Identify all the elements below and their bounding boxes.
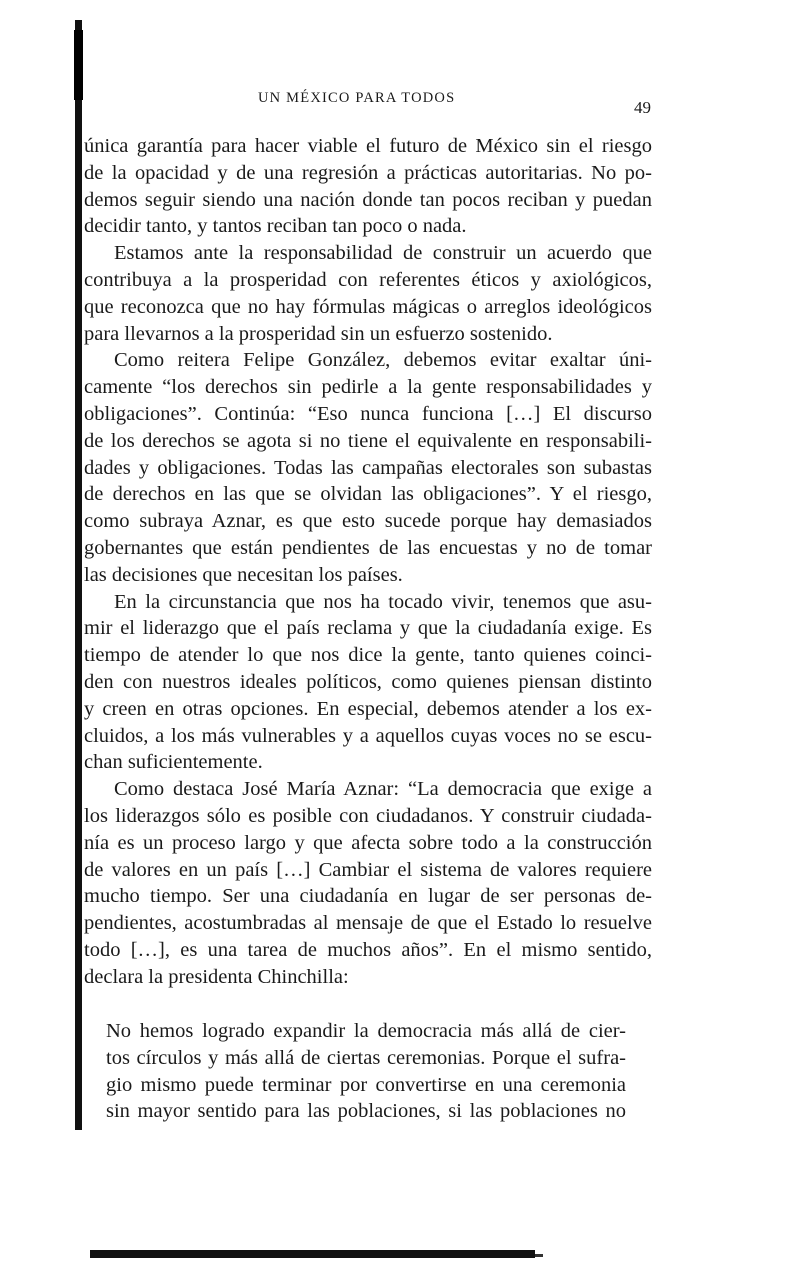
- body-line: Como destaca José María Aznar: “La democracia que exige a: [114, 778, 652, 801]
- body-line: todo […], es una tarea de muchos años”. En el mismo sentido,: [84, 938, 652, 961]
- body-line: como subraya Aznar, es que esto sucede porque hay demasiados: [84, 510, 652, 533]
- body-line: para llevarnos a la prosperidad sin un esfuerzo sostenido.: [84, 322, 553, 345]
- page-number: 49: [634, 98, 651, 117]
- body-line: obligaciones”. Continúa: “Eso nunca funciona […] El discurso: [84, 402, 652, 425]
- body-line: las decisiones que necesitan los países.: [84, 563, 403, 586]
- scan-edge-rule: [90, 1250, 535, 1258]
- body-line: decidir tanto, y tantos reciban tan poco o nada.: [84, 215, 467, 238]
- quote-line: tos círculos y más allá de ciertas ceremonias. Porque el sufra-: [106, 1046, 626, 1069]
- quote-line: sin mayor sentido para las poblaciones, si las poblaciones no: [106, 1100, 626, 1123]
- body-line: contribuya a la prosperidad con referentes éticos y axiológicos,: [84, 268, 652, 291]
- running-head: UN MÉXICO PARA TODOS: [258, 90, 456, 106]
- body-line: declara la presidenta Chinchilla:: [84, 965, 349, 988]
- body-line: única garantía para hacer viable el futuro de México sin el riesgo: [84, 135, 652, 157]
- body-line: mucho tiempo. Ser una ciudadanía en lugar de ser personas de-: [84, 885, 652, 908]
- body-line: tiempo de atender lo que nos dice la gente, tanto quienes coinci-: [84, 644, 652, 667]
- body-line: Estamos ante la responsabilidad de construir un acuerdo que: [114, 242, 652, 265]
- body-line: los liderazgos sólo es posible con ciudadanos. Y construir ciudada-: [84, 804, 652, 827]
- body-line: demos seguir siendo una nación donde tan pocos reciban y puedan: [84, 188, 652, 211]
- body-line: nía es un proceso largo y que afecta sobre todo a la construcción: [84, 831, 652, 854]
- body-line: pendientes, acostumbradas al mensaje de que el Estado lo resuelve: [84, 912, 652, 935]
- binding-shadow-top: [74, 30, 83, 100]
- body-line: gobernantes que están pendientes de las encuestas y no de tomar: [84, 536, 652, 559]
- scan-edge-rule-tail: [535, 1254, 543, 1257]
- body-line: mir el liderazgo que el país reclama y que la ciudadanía exige. Es: [84, 617, 652, 640]
- body-line: camente “los derechos sin pedirle a la gente responsabilidades y: [84, 376, 652, 399]
- body-line: den con nuestros ideales políticos, como quienes piensan distinto: [84, 670, 652, 693]
- quote-line: gio mismo puede terminar por convertirse en una ceremonia: [106, 1073, 626, 1096]
- body-line: de la opacidad y de una regresión a prácticas autoritarias. No po-: [84, 161, 652, 184]
- body-line: dades y obligaciones. Todas las campañas electorales son subastas: [84, 456, 652, 479]
- body-text: [84, 133, 652, 991]
- binding-shadow: [75, 20, 82, 1130]
- body-line: En la circunstancia que nos ha tocado vivir, tenemos que asu-: [114, 590, 652, 613]
- body-line: cluidos, a los más vulnerables y a aquellos cuyas voces no se escu-: [84, 724, 652, 747]
- block-quote: [106, 1018, 626, 1125]
- body-line: de los derechos se agota si no tiene el equivalente en responsabili-: [84, 429, 652, 452]
- body-line: chan suficientemente.: [84, 751, 263, 774]
- body-line: de valores en un país […] Cambiar el sistema de valores requiere: [84, 858, 652, 881]
- body-line: de derechos en las que se olvidan las obligaciones”. Y el riesgo,: [84, 483, 652, 506]
- body-line: Como reitera Felipe González, debemos evitar exaltar úni-: [114, 349, 652, 372]
- body-line: que reconozca que no hay fórmulas mágicas o arreglos ideológicos: [84, 295, 652, 318]
- quote-line: No hemos logrado expandir la democracia más allá de cier-: [106, 1020, 626, 1042]
- body-line: y creen en otras opciones. En especial, debemos atender a los ex-: [84, 697, 652, 720]
